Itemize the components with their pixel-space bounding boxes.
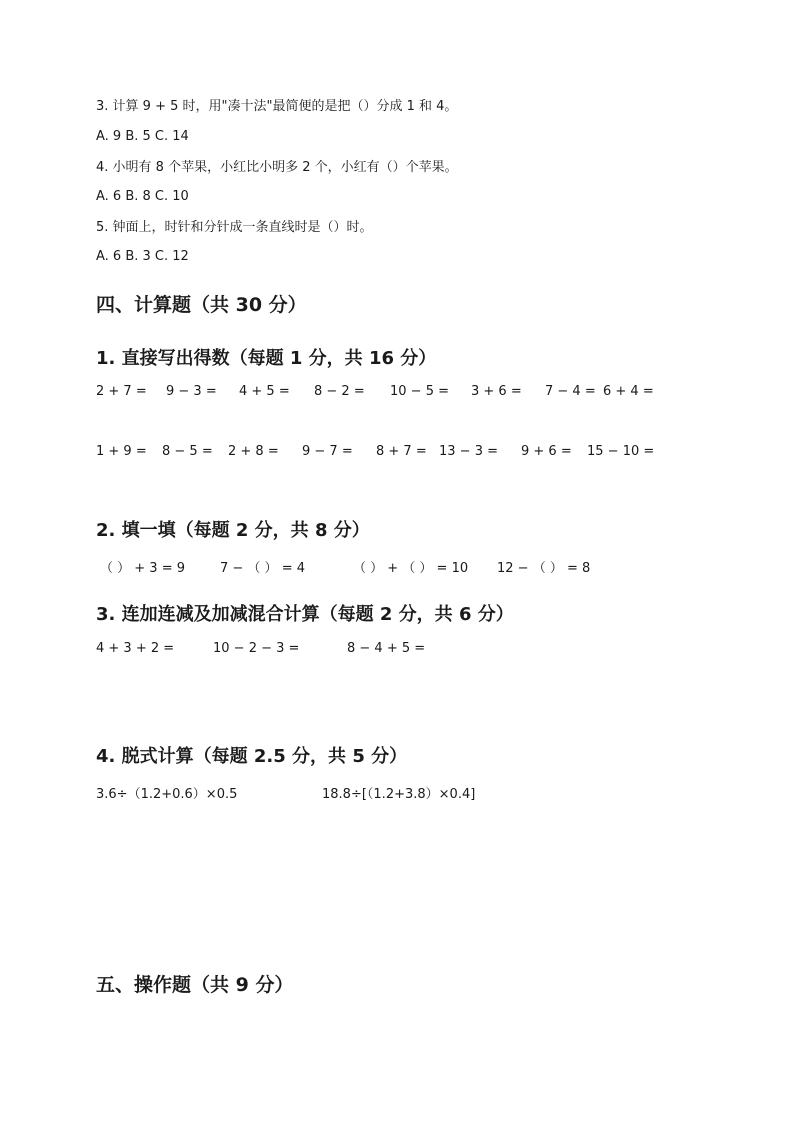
section-4-title: 四、计算题（共 30 分） bbox=[96, 294, 307, 316]
section-5-title: 五、操作题（共 9 分） bbox=[96, 974, 294, 996]
question-4-options: A. 6 B. 8 C. 10 bbox=[96, 189, 189, 204]
arithmetic-item: 10 − 5 = bbox=[390, 384, 449, 399]
arithmetic-item: 3 + 6 = bbox=[471, 384, 522, 399]
arithmetic-item: 8 + 7 = bbox=[376, 444, 427, 459]
question-3-options: A. 9 B. 5 C. 14 bbox=[96, 129, 189, 144]
arithmetic-item: 2 + 8 = bbox=[228, 444, 279, 459]
arithmetic-item: 15 − 10 = bbox=[587, 444, 655, 459]
mixed-calc-item: 4 + 3 + 2 = bbox=[96, 641, 175, 656]
mixed-calc-item: 8 − 4 + 5 = bbox=[347, 641, 426, 656]
arithmetic-item: 1 + 9 = bbox=[96, 444, 147, 459]
arithmetic-item: 4 + 5 = bbox=[239, 384, 290, 399]
question-5-options: A. 6 B. 3 C. 12 bbox=[96, 249, 189, 264]
arithmetic-item: 8 − 5 = bbox=[162, 444, 213, 459]
fill-in-item: 12 − （ ） = 8 bbox=[497, 561, 591, 576]
step-calc-item: 3.6÷（1.2+0.6）×0.5 bbox=[96, 787, 238, 802]
fill-in-item: （ ） + （ ） = 10 bbox=[353, 561, 469, 576]
mixed-calc-item: 10 − 2 − 3 = bbox=[213, 641, 300, 656]
arithmetic-item: 2 + 7 = bbox=[96, 384, 147, 399]
arithmetic-item: 8 − 2 = bbox=[314, 384, 365, 399]
part-3-title: 3. 连加连减及加减混合计算（每题 2 分，共 6 分） bbox=[96, 604, 514, 625]
fill-in-item: （ ） + 3 = 9 bbox=[100, 561, 185, 576]
arithmetic-item: 6 + 4 = bbox=[603, 384, 654, 399]
part-2-title: 2. 填一填（每题 2 分，共 8 分） bbox=[96, 520, 370, 541]
fill-in-item: 7 − （ ） = 4 bbox=[220, 561, 305, 576]
part-4-title: 4. 脱式计算（每题 2.5 分，共 5 分） bbox=[96, 746, 408, 767]
arithmetic-item: 7 − 4 = bbox=[545, 384, 596, 399]
arithmetic-item: 9 − 7 = bbox=[302, 444, 353, 459]
part-1-title: 1. 直接写出得数（每题 1 分，共 16 分） bbox=[96, 348, 437, 369]
question-5: 5. 钟面上，时针和分针成一条直线时是（）时。 bbox=[96, 220, 373, 235]
arithmetic-item: 9 + 6 = bbox=[521, 444, 572, 459]
arithmetic-item: 13 − 3 = bbox=[439, 444, 498, 459]
question-3: 3. 计算 9 + 5 时，用"凑十法"最简便的是把（）分成 1 和 4。 bbox=[96, 99, 458, 114]
arithmetic-item: 9 − 3 = bbox=[166, 384, 217, 399]
step-calc-item: 18.8÷[（1.2+3.8）×0.4] bbox=[322, 787, 476, 802]
question-4: 4. 小明有 8 个苹果，小红比小明多 2 个，小红有（）个苹果。 bbox=[96, 160, 458, 175]
